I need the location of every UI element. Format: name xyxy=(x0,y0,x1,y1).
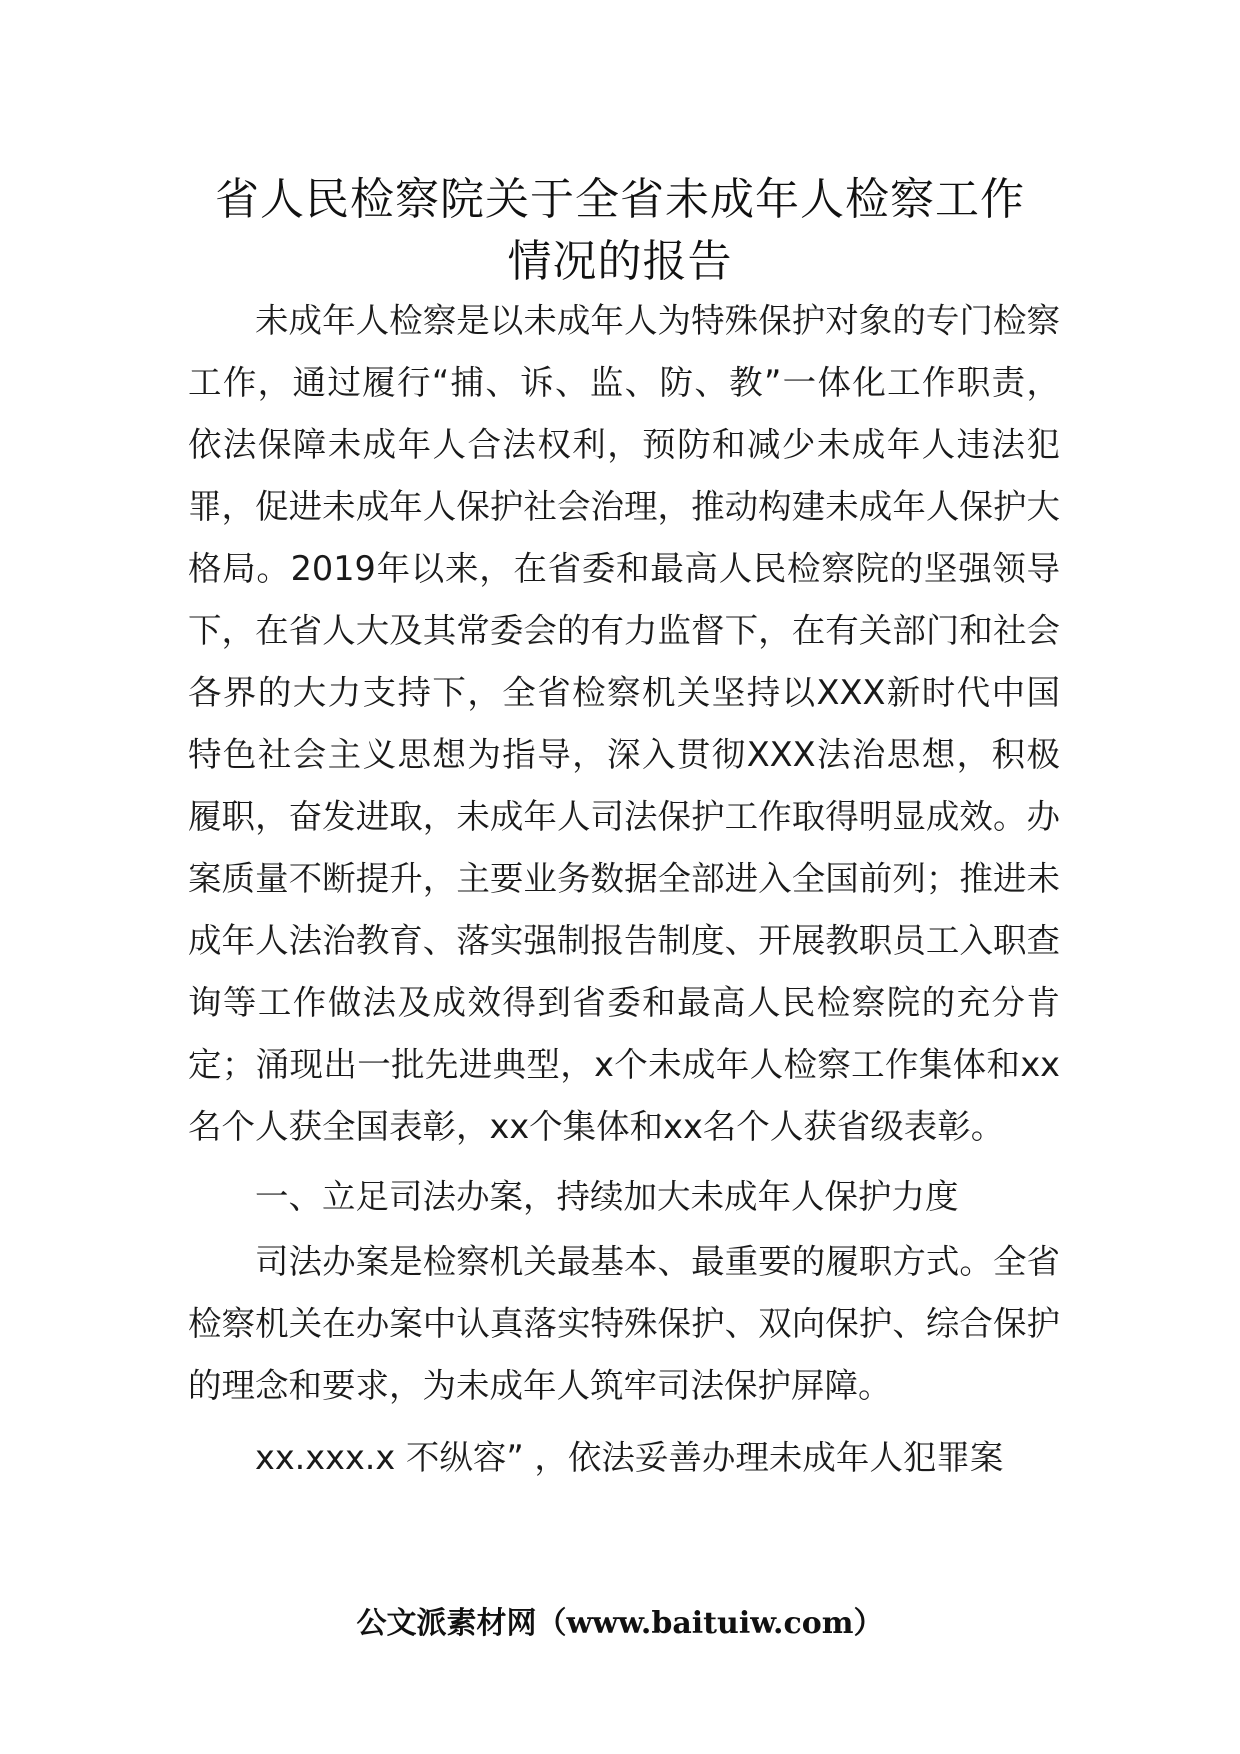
footer-watermark: 公文派素材网（www.baituiw.com） xyxy=(356,1606,884,1641)
body-paragraph-continued: xx.xxx.x 不纵容” ，依法妥善办理未成年人犯罪案 xyxy=(255,1438,1004,1477)
document-title-line-1: 省人民检察院关于全省未成年人检察工作 xyxy=(215,174,1025,225)
document-title-line-2: 情况的报告 xyxy=(507,236,733,287)
body-paragraph-section-1: 司法办案是检察机关最基本、最重要的履职方式。全省检察机关在办案中认真落实特殊保护、双向保护、综合保护的理念和要求，为未成年人筑牢司法保护屏障。 xyxy=(188,1242,1060,1405)
document-body xyxy=(188,290,1060,1489)
section-heading-1: 一、立足司法办案，持续加大未成年人保护力度 xyxy=(255,1177,959,1216)
body-paragraph-intro: 未成年人检察是以未成年人为特殊保护对象的专门检察工作，通过履行“捕、诉、监、防、教”一体化工作职责，依法保障未成年人合法权利，预防和减少未成年人违法犯罪，促进未成年人保护社会治理，推动构建未成年人保护大格局。2019年以来，在省委和最高人民检察院的坚强领导下，在省人大及其常委会的有力监督下，在有关部门和社会各界的大力支持下，全省检察机关坚持以XXX新时代中国特色社会主义思想为指导，深入贯彻XXX法治思想，积极履职，奋发进取，未成年人司法保护工作取得明显成效。办案质量不断提升，主要业务数据全部进入全国前列；推进未成年人法治教育、落实强制报告制度、开展教职员工入职查询等工作做法及成效得到省委和最高人民检察院的充分肯定；涌现出一批先进典型，x个未成年人检察工作集体和xx名个人获全国表彰，xx个集体和xx名个人获省级表彰。 xyxy=(188,301,1060,1146)
